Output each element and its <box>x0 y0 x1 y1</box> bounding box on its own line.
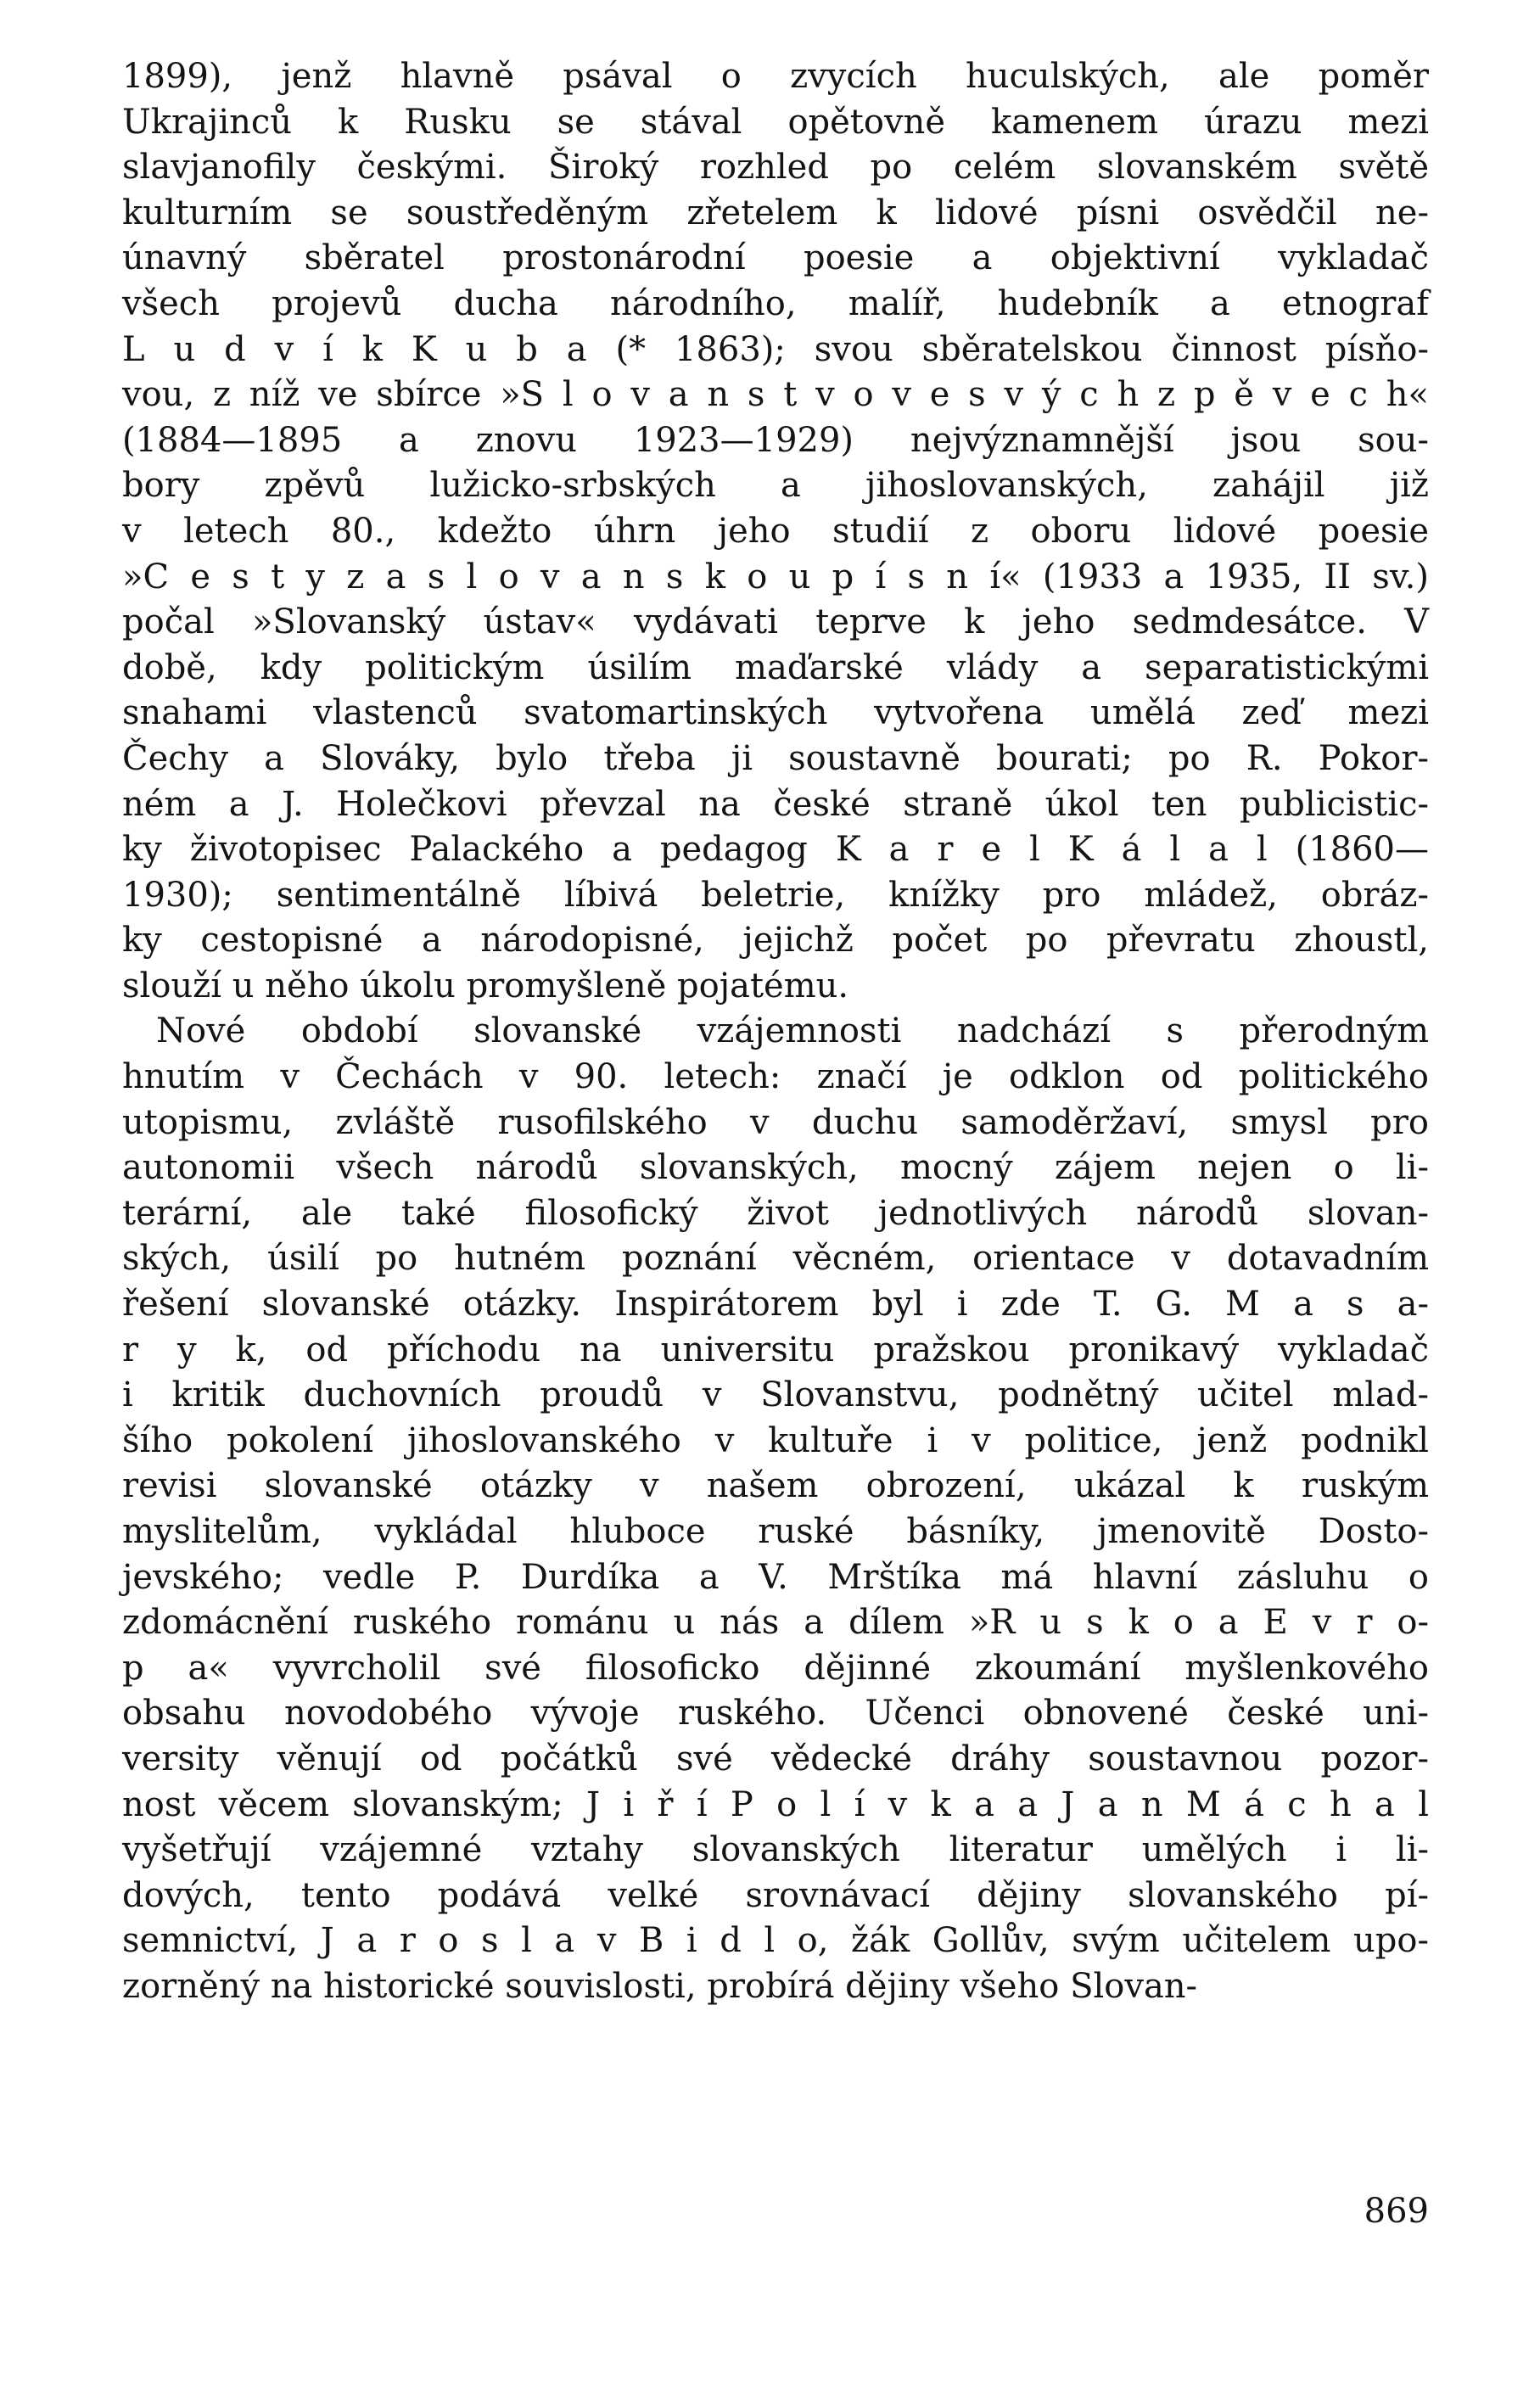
text-line: šího pokolení jihoslovanského v kultuře i v politice, jenž podnikl <box>122 1420 1429 1460</box>
text-line: slavjanofily českými. Široký rozhled po celém slovanském světě <box>122 148 1429 188</box>
text-line: únavný sběratel prostonárodní poesie a objektivní vykladač <box>122 238 1429 278</box>
text-line: i kritik duchovních proudů v Slovanstvu, podnětný učitel mlad- <box>122 1375 1429 1415</box>
text-line: snahami vlastenců svatomartinských vytvořena umělá zeď mezi <box>122 693 1429 733</box>
text-line: dových, tento podává velké srovnávací dějiny slovanského pí- <box>122 1875 1429 1915</box>
text-line: ky cestopisné a národopisné, jejichž počet po převratu zhoustl, <box>122 921 1429 961</box>
text-line: semnictví, J a r o s l a v B i d l o, žák Gollův, svým učitelem upo- <box>122 1921 1429 1961</box>
text-line: kulturním se soustředěným zřetelem k lidové písni osvědčil ne- <box>122 193 1429 232</box>
text-line: obsahu novodobého vývoje ruského. Učenci obnovené české uni- <box>122 1694 1429 1734</box>
text-line: hnutím v Čechách v 90. letech: značí je odklon od politického <box>122 1057 1429 1097</box>
text-line: 1899), jenž hlavně psával o zvycích huculských, ale poměr <box>122 57 1429 96</box>
text-line: (1884—1895 a znovu 1923—1929) nejvýznamnější jsou sou- <box>122 420 1429 460</box>
text-line: revisi slovanské otázky v našem obrození, ukázal k ruským <box>122 1466 1429 1506</box>
text-line: Ukrajinců k Rusku se stával opětovně kamenem úrazu mezi <box>122 102 1429 142</box>
text-line: 1930); sentimentálně líbivá beletrie, knížky pro mládež, obráz- <box>122 875 1429 915</box>
text-line: všech projevů ducha národního, malíř, hudebník a etnograf <box>122 283 1429 323</box>
text-line: p a« vyvrcholil své filosoficko dějinné zkoumání myšlenkového <box>122 1648 1429 1688</box>
text-line: řešení slovanské otázky. Inspirátorem byl i zde T. G. M a s a- <box>122 1285 1429 1325</box>
text-line: zdomácnění ruského románu u nás a dílem »R u s k o a E v r o- <box>122 1603 1429 1643</box>
text-line: vyšetřují vzájemné vztahy slovanských literatur umělých i li- <box>122 1830 1429 1870</box>
text-line: v letech 80., kdežto úhrn jeho studií z oboru lidové poesie <box>122 511 1429 551</box>
text-line: versity věnují od počátků své vědecké dráhy soustavnou pozor- <box>122 1739 1429 1778</box>
text-line: ky životopisec Palackého a pedagog K a r e l K á l a l (1860— <box>122 830 1429 870</box>
text-line: jevského; vedle P. Durdíka a V. Mrštíka má hlavní zásluhu o <box>122 1557 1429 1597</box>
text-line: myslitelům, vykládal hluboce ruské básníky, jmenovitě Dosto- <box>122 1512 1429 1551</box>
text-line: bory zpěvů lužicko-srbských a jihoslovanských, zahájil již <box>122 466 1429 506</box>
text-line: ských, úsilí po hutném poznání věcném, orientace v dotavadním <box>122 1239 1429 1279</box>
page-body <box>122 54 1429 2010</box>
text-line: »C e s t y z a s l o v a n s k o u p í s n í« (1933 a 1935, II sv.) <box>122 557 1429 597</box>
paragraph-2 <box>122 1009 1429 2009</box>
text-line: ném a J. Holečkovi převzal na české straně úkol ten publicistic- <box>122 784 1429 824</box>
page-number: 869 <box>1364 2192 1429 2231</box>
text-line: nost věcem slovanským; J i ř í P o l í v k a a J a n M á c h a l <box>122 1784 1429 1824</box>
text-line: r y k, od příchodu na universitu pražskou pronikavý vykladač <box>122 1330 1429 1370</box>
text-line: zorněný na historické souvislosti, probírá dějiny všeho Slovan- <box>122 1966 1198 2006</box>
text-line: Čechy a Slováky, bylo třeba ji soustavně bourati; po R. Pokor- <box>122 738 1429 778</box>
text-line: terární, ale také filosofický život jednotlivých národů slovan- <box>122 1193 1429 1233</box>
text-line: L u d v í k K u b a (* 1863); svou sběratelskou činnost písňo- <box>122 329 1429 369</box>
text-line: Nové období slovanské vzájemnosti nadchází s přerodným <box>156 1011 1429 1051</box>
text-line: vou, z níž ve sbírce »S l o v a n s t v o v e s v ý c h z p ě v e c h« <box>122 375 1429 415</box>
text-line: slouží u něho úkolu promyšleně pojatému. <box>122 966 849 1005</box>
text-line: utopismu, zvláště rusofilského v duchu samoděržaví, smysl pro <box>122 1102 1429 1142</box>
paragraph-1 <box>122 54 1429 1009</box>
text-line: počal »Slovanský ústav« vydávati teprve k jeho sedmdesátce. V <box>122 602 1429 642</box>
text-line: autonomii všech národů slovanských, mocný zájem nejen o li- <box>122 1148 1429 1188</box>
text-line: době, kdy politickým úsilím maďarské vlády a separatistickými <box>122 647 1429 687</box>
